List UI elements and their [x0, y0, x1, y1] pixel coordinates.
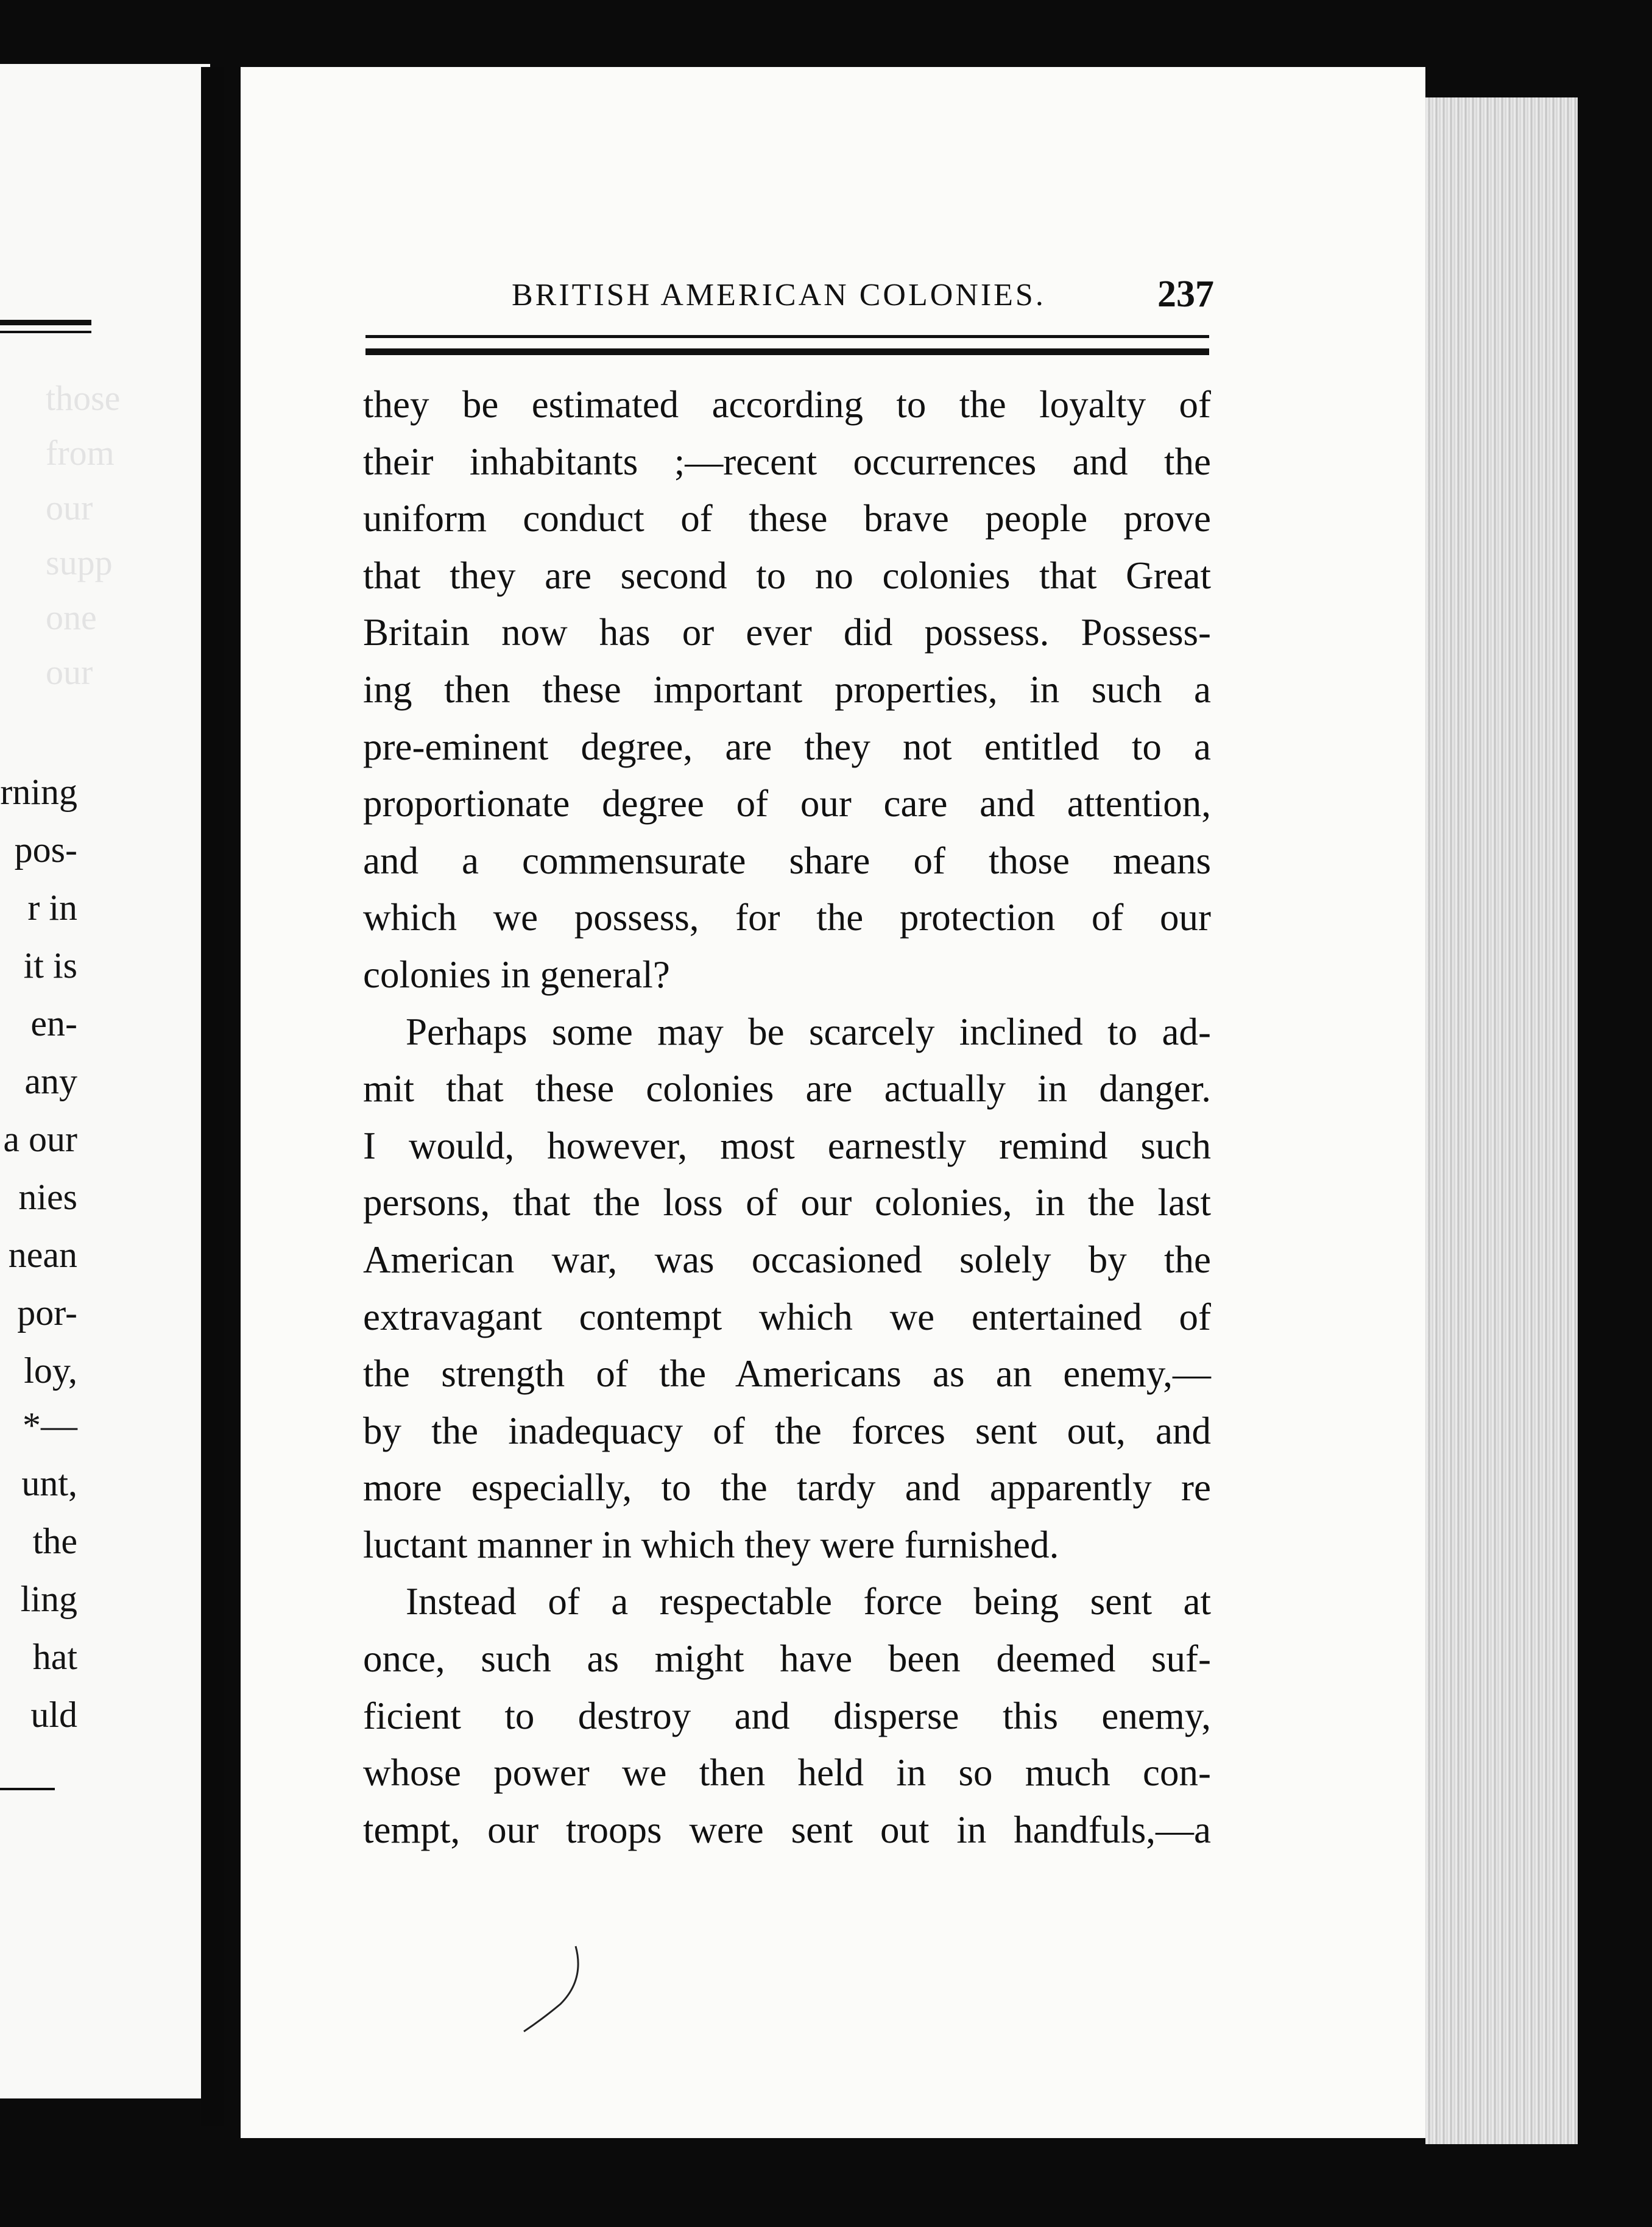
text-line: Britain now has or ever did possess. Possess-	[363, 611, 1211, 654]
left-text-fragment: hat	[32, 1637, 77, 1677]
left-text-fragment: rning	[0, 772, 77, 812]
text-line: uniform conduct of these brave people prove	[363, 497, 1211, 540]
text-line: they be estimated according to the loyalty of	[363, 383, 1211, 426]
left-text-fragment: nies	[18, 1177, 77, 1217]
text-line: tempt, our troops were sent out in handfuls,—a	[363, 1808, 1211, 1851]
text-line: and a commensurate share of those means	[363, 839, 1211, 882]
text-line: Instead of a respectable force being sent at	[406, 1580, 1211, 1623]
text-line: luctant manner in which they were furnished.	[363, 1523, 1059, 1566]
left-text-fragment: ling	[20, 1579, 77, 1619]
left-faded-text: our	[46, 652, 93, 692]
left-header-rule-thick	[0, 320, 91, 325]
text-line: extravagant contempt which we entertained of	[363, 1295, 1211, 1338]
pencil-mark	[518, 1943, 591, 2035]
left-text-fragment: *—	[23, 1405, 77, 1445]
left-text-fragment: uld	[30, 1695, 77, 1735]
text-line: ficient to destroy and disperse this enemy,	[363, 1694, 1211, 1737]
left-faded-text: supp	[46, 543, 113, 582]
text-line: their inhabitants ;—recent occurrences and the	[363, 440, 1211, 483]
text-line: whose power we then held in so much con-	[363, 1751, 1211, 1795]
left-faded-text: from	[46, 433, 115, 473]
left-text-fragment: the	[32, 1521, 77, 1561]
text-line: persons, that the loss of our colonies, in the last	[363, 1181, 1211, 1224]
left-faded-text: our	[46, 488, 93, 528]
text-line: the strength of the Americans as an enemy,—	[363, 1352, 1211, 1396]
left-text-fragment: r in	[27, 888, 77, 928]
header-rule-thin	[365, 335, 1209, 338]
left-faded-text: those	[46, 378, 121, 418]
left-text-fragment: it is	[23, 945, 77, 986]
left-text-fragment: a our	[3, 1119, 77, 1159]
left-text-fragment: nean	[8, 1235, 77, 1275]
left-text-fragment: en-	[30, 1003, 77, 1043]
body-text	[363, 376, 1211, 1858]
text-line: I would, however, most earnestly remind such	[363, 1124, 1211, 1167]
running-head: BRITISH AMERICAN COLONIES.	[512, 278, 1046, 312]
text-line: once, such as might have been deemed suf-	[363, 1637, 1211, 1681]
text-line: Perhaps some may be scarcely inclined to ad-	[406, 1010, 1211, 1053]
left-text-fragment: pos-	[14, 830, 77, 870]
left-page	[0, 64, 210, 2098]
left-text-fragment: any	[24, 1061, 77, 1101]
left-text-fragment: por-	[17, 1293, 77, 1333]
text-line: that they are second to no colonies that Great	[363, 554, 1211, 597]
book-gutter	[201, 67, 224, 2126]
left-header-rule-thin	[0, 331, 91, 333]
text-line: pre-eminent degree, are they not entitled to a	[363, 725, 1211, 768]
text-line: which we possess, for the protection of our	[363, 896, 1211, 939]
text-line: colonies in general?	[363, 953, 670, 996]
left-text-fragment: unt,	[21, 1463, 77, 1503]
text-line: by the inadequacy of the forces sent out, and	[363, 1409, 1211, 1452]
left-text-fragment: loy,	[24, 1350, 77, 1391]
page-number: 237	[1157, 274, 1214, 315]
text-line: proportionate degree of our care and attention,	[363, 782, 1211, 825]
left-faded-text: one	[46, 598, 97, 637]
text-line: more especially, to the tardy and apparently re	[363, 1466, 1211, 1509]
page-edges	[1425, 97, 1578, 2144]
text-line: ing then these important properties, in such a	[363, 668, 1211, 711]
header-rule-thick	[365, 348, 1209, 355]
left-footnote-rule	[0, 1788, 55, 1790]
text-line: American war, was occasioned solely by the	[363, 1238, 1211, 1281]
text-line: mit that these colonies are actually in danger.	[363, 1067, 1211, 1110]
